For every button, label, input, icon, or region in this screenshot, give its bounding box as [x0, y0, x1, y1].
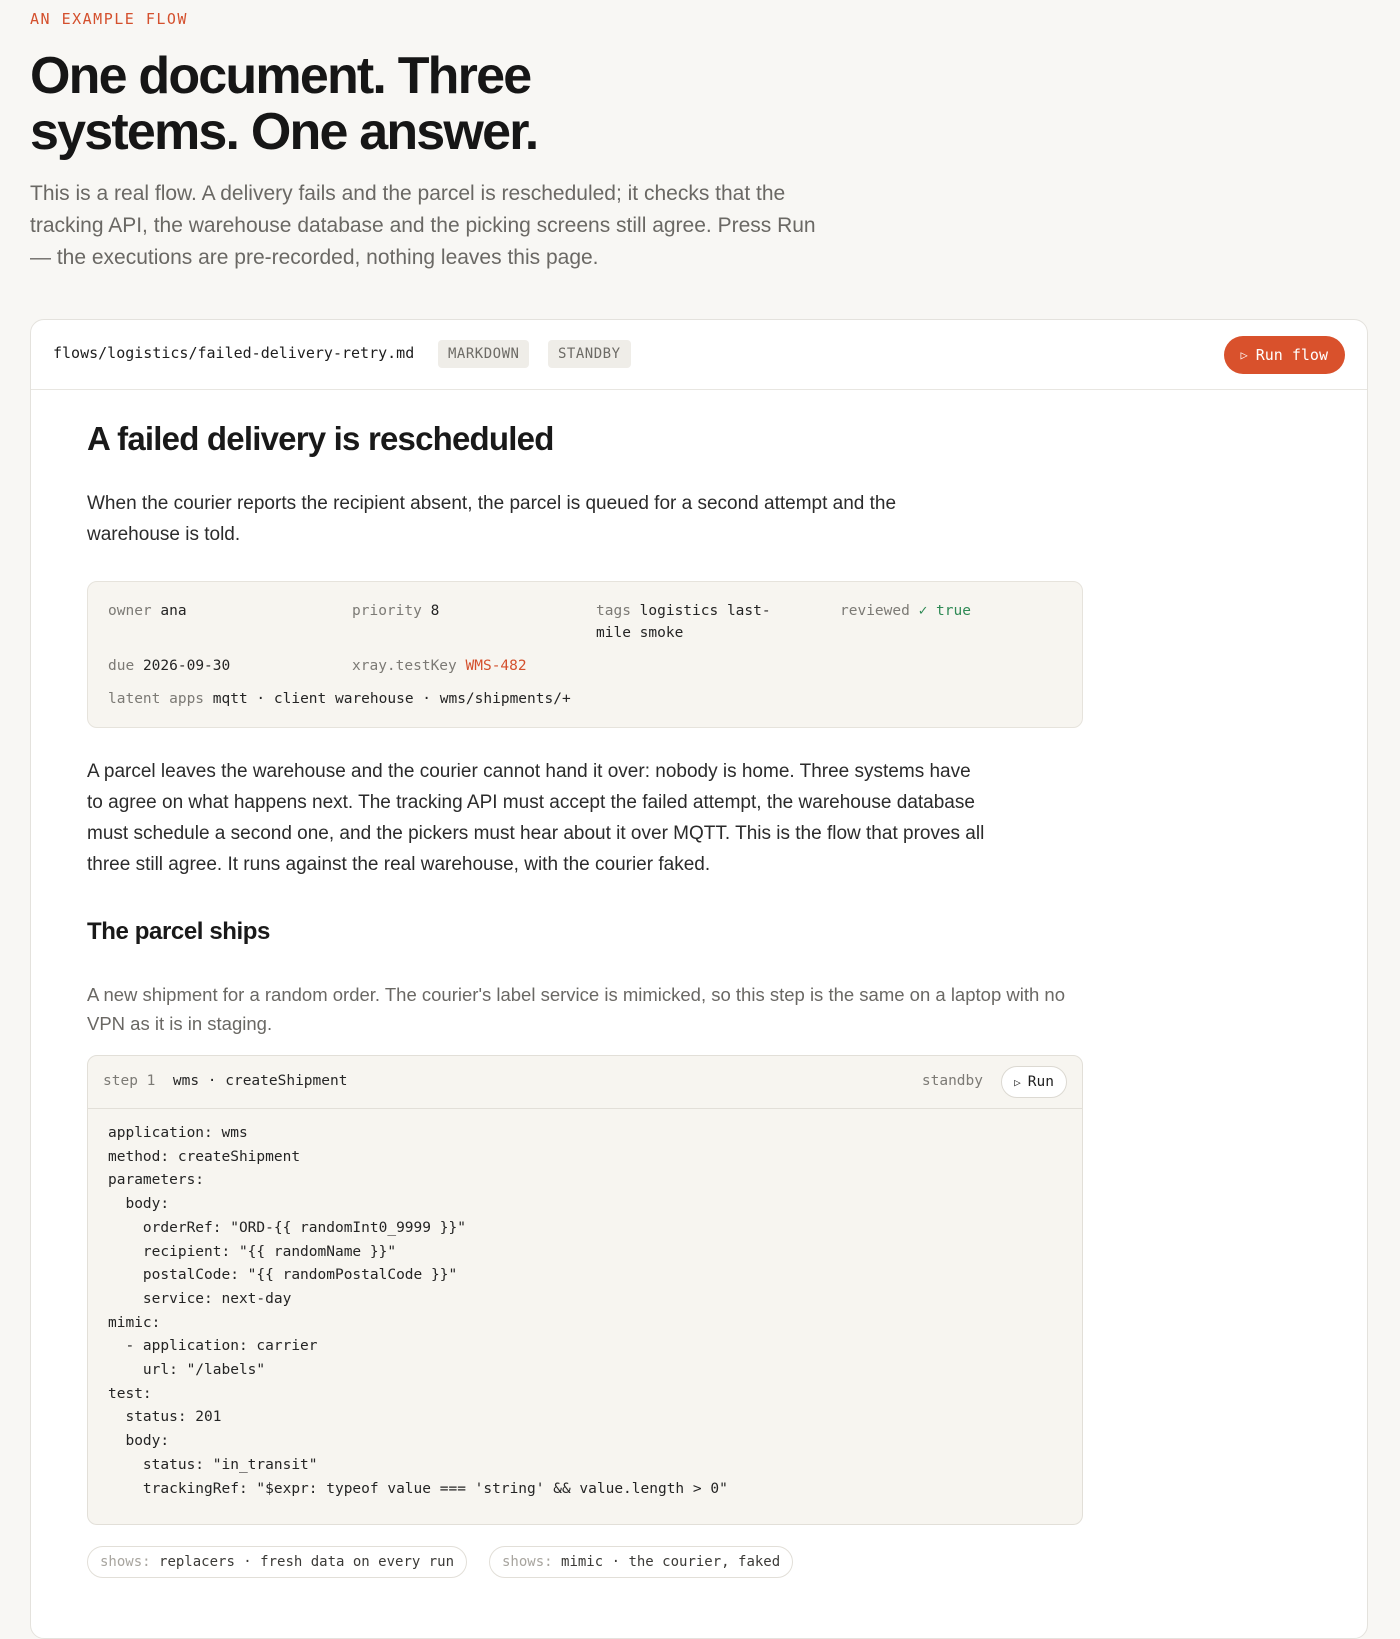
frontmatter-block [87, 581, 1083, 728]
shows-tag-mimic: shows: mimic · the courier, faked [489, 1546, 793, 1578]
meta-due: due 2026-09-30 [108, 658, 231, 674]
flow-document-panel [30, 319, 1368, 1639]
doc-title: A failed delivery is rescheduled [87, 420, 554, 457]
page-title: One document. Three systems. One answer. [30, 47, 538, 161]
step-label: step 1 wms · createShipment [103, 1073, 348, 1089]
page-subtitle: This is a real flow. A delivery fails and the parcel is rescheduled; it checks that the tracking API, the warehouse database and the picking screens still agree. Press Run — the executions are pre-recorded, nothing leaves this page. [30, 182, 816, 269]
step-code: application: wms method: createShipment parameters: body: orderRef: "ORD-{{ randomInt0_9999 }}" recipient: "{{ randomName }}" postalCode: "{{ randomPostalCode }}" service: next-day mimic: - application: carrier url: "/labels" test: status: 201 body: status: "in_transit" trackingRef: "$expr: typeof value === 'string' && value.length > 0" [108, 1125, 728, 1497]
eyebrow: AN EXAMPLE FLOW [30, 10, 188, 28]
meta-priority: priority 8 [352, 603, 440, 619]
panel-header [31, 320, 1367, 390]
play-icon: ▷ [1240, 348, 1248, 362]
step-run-label: Run [1027, 1074, 1054, 1090]
section-title: The parcel ships [87, 918, 270, 945]
play-icon: ▷ [1014, 1075, 1021, 1089]
doc-lead: When the courier reports the recipient absent, the parcel is queued for a second attempt and the warehouse is told. [87, 493, 897, 545]
step-status: standby [921, 1073, 983, 1089]
meta-xray-test-key: xray.testKey WMS-482 [352, 658, 527, 674]
step-card [87, 1055, 1083, 1525]
format-chip: MARKDOWN [438, 340, 529, 368]
step-description: A new shipment for a random order. The courier's label service is mimicked, so this step is the same on a laptop with no VPN as it is in staging. [87, 984, 1065, 1034]
doc-paragraph: A parcel leaves the warehouse and the courier cannot hand it over: nobody is home. Three systems have to agree on what happens next. The tracking API must accept the failed attempt, the warehouse database must schedule a second one, and the pickers must hear about it over MQTT. This is the flow that proves all three still agree. It runs against the real warehouse, with the courier faked. [87, 761, 985, 875]
status-chip: STANDBY [548, 340, 631, 368]
run-flow-label: Run flow [1255, 346, 1328, 364]
step-header [88, 1056, 1082, 1109]
meta-owner: owner ana [108, 603, 187, 619]
meta-reviewed: reviewed ✓ true [840, 603, 971, 619]
file-path: flows/logistics/failed-delivery-retry.md [53, 344, 415, 362]
run-flow-button[interactable] [1224, 336, 1345, 374]
meta-tags: tags logistics last-mile smoke [596, 603, 771, 641]
step-run-button[interactable] [1001, 1066, 1067, 1098]
shows-tag-replacers: shows: replacers · fresh data on every run [87, 1546, 467, 1578]
meta-latent-apps: latent apps mqtt · client warehouse · wms/shipments/+ [108, 691, 571, 707]
